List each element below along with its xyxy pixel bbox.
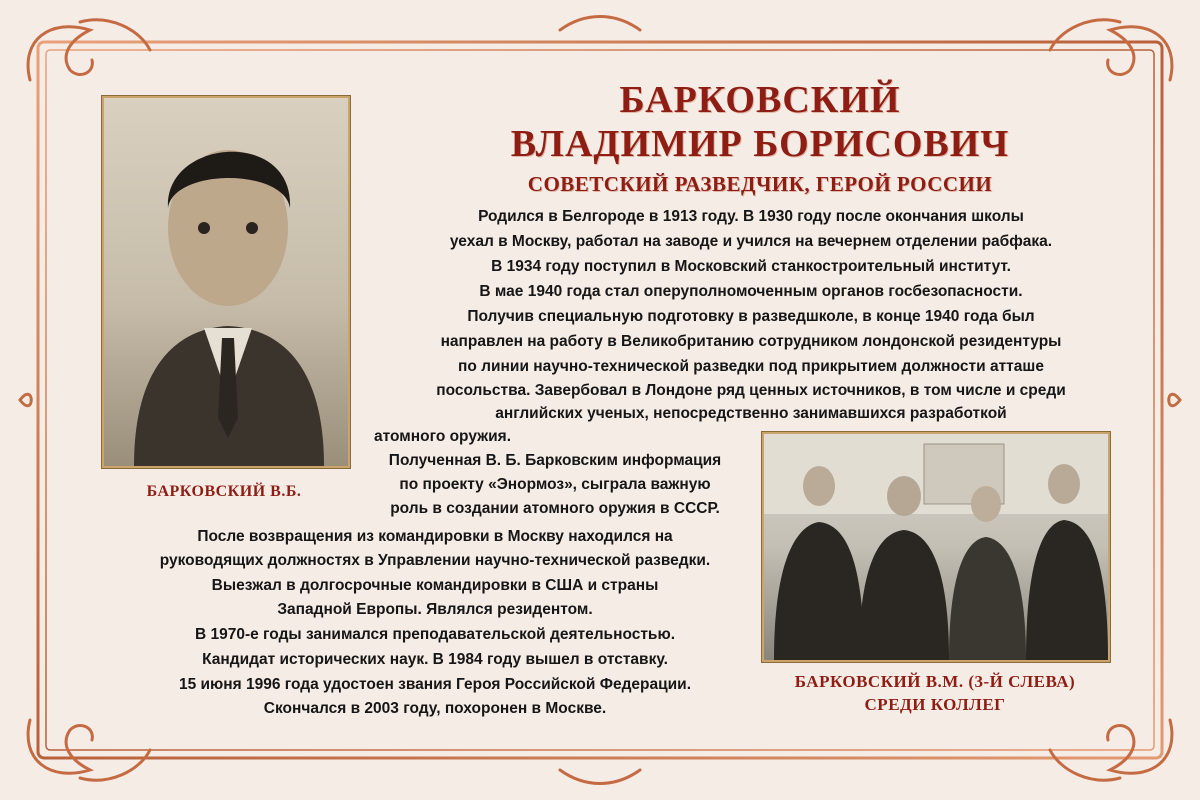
bio-line: Родился в Белгороде в 1913 году. В 1930 году после окончания школы xyxy=(478,208,1024,225)
portrait-photo xyxy=(102,96,350,468)
bio-line: Получив специальную подготовку в разведшколе, в конце 1940 года был xyxy=(467,308,1035,325)
group-caption-line-2: СРЕДИ КОЛЛЕГ xyxy=(864,695,1006,714)
surname-title: БАРКОВСКИЙ xyxy=(619,79,901,121)
bio-line: руководящих должностях в Управлении научно-технической разведки. xyxy=(159,552,711,569)
bio-line: В 1934 году поступил в Московский станкостроительный институт. xyxy=(491,258,1011,275)
bio-line: роль в создании атомного оружия в СССР. xyxy=(390,500,720,517)
subtitle: СОВЕТСКИЙ РАЗВЕДЧИК, ГЕРОЙ РОССИИ xyxy=(527,172,993,196)
full-name-title: ВЛАДИМИР БОРИСОВИЧ xyxy=(510,123,1010,165)
bio-line: английских ученых, непосредственно занимавшихся разработкой xyxy=(495,405,1007,422)
bio-line: по проекту «Энормоз», сыграла важную xyxy=(399,476,711,493)
bio-line: Скончался в 2003 году, похоронен в Москве. xyxy=(263,700,607,717)
bio-line: Полученная В. Б. Барковским информация xyxy=(388,452,722,469)
bio-line: Выезжал в долгосрочные командировки в США и страны xyxy=(211,577,659,594)
bio-line: В мае 1940 года стал оперуполномоченным органов госбезопасности. xyxy=(479,283,1023,300)
group-caption-line-1: БАРКОВСКИЙ В.М. (3-Й СЛЕВА) xyxy=(794,672,1076,691)
bio-line: Западной Европы. Являлся резидентом. xyxy=(277,601,593,618)
bio-line: 15 июня 1996 года удостоен звания Героя Российской Федерации. xyxy=(178,676,692,693)
group-photo xyxy=(762,432,1110,662)
bio-line: атомного оружия. xyxy=(374,428,512,445)
bio-line: В 1970-е годы занимался преподавательской деятельностью. xyxy=(194,626,675,643)
portrait-caption: БАРКОВСКИЙ В.Б. xyxy=(146,483,302,500)
bio-line: уехал в Москву, работал на заводе и учился на вечернем отделении рабфака. xyxy=(449,233,1053,250)
bio-line: После возвращения из командировки в Москву находился на xyxy=(197,528,673,545)
bio-line: Кандидат исторических наук. В 1984 году вышел в отставку. xyxy=(202,651,668,668)
bio-line: направлен на работу в Великобританию сотрудником лондонской резидентуры xyxy=(440,333,1062,350)
bio-line: по линии научно-технической разведки под прикрытием должности атташе xyxy=(458,358,1044,375)
bio-line: посольства. Завербовал в Лондоне ряд ценных источников, в том числе и среди xyxy=(436,382,1066,399)
